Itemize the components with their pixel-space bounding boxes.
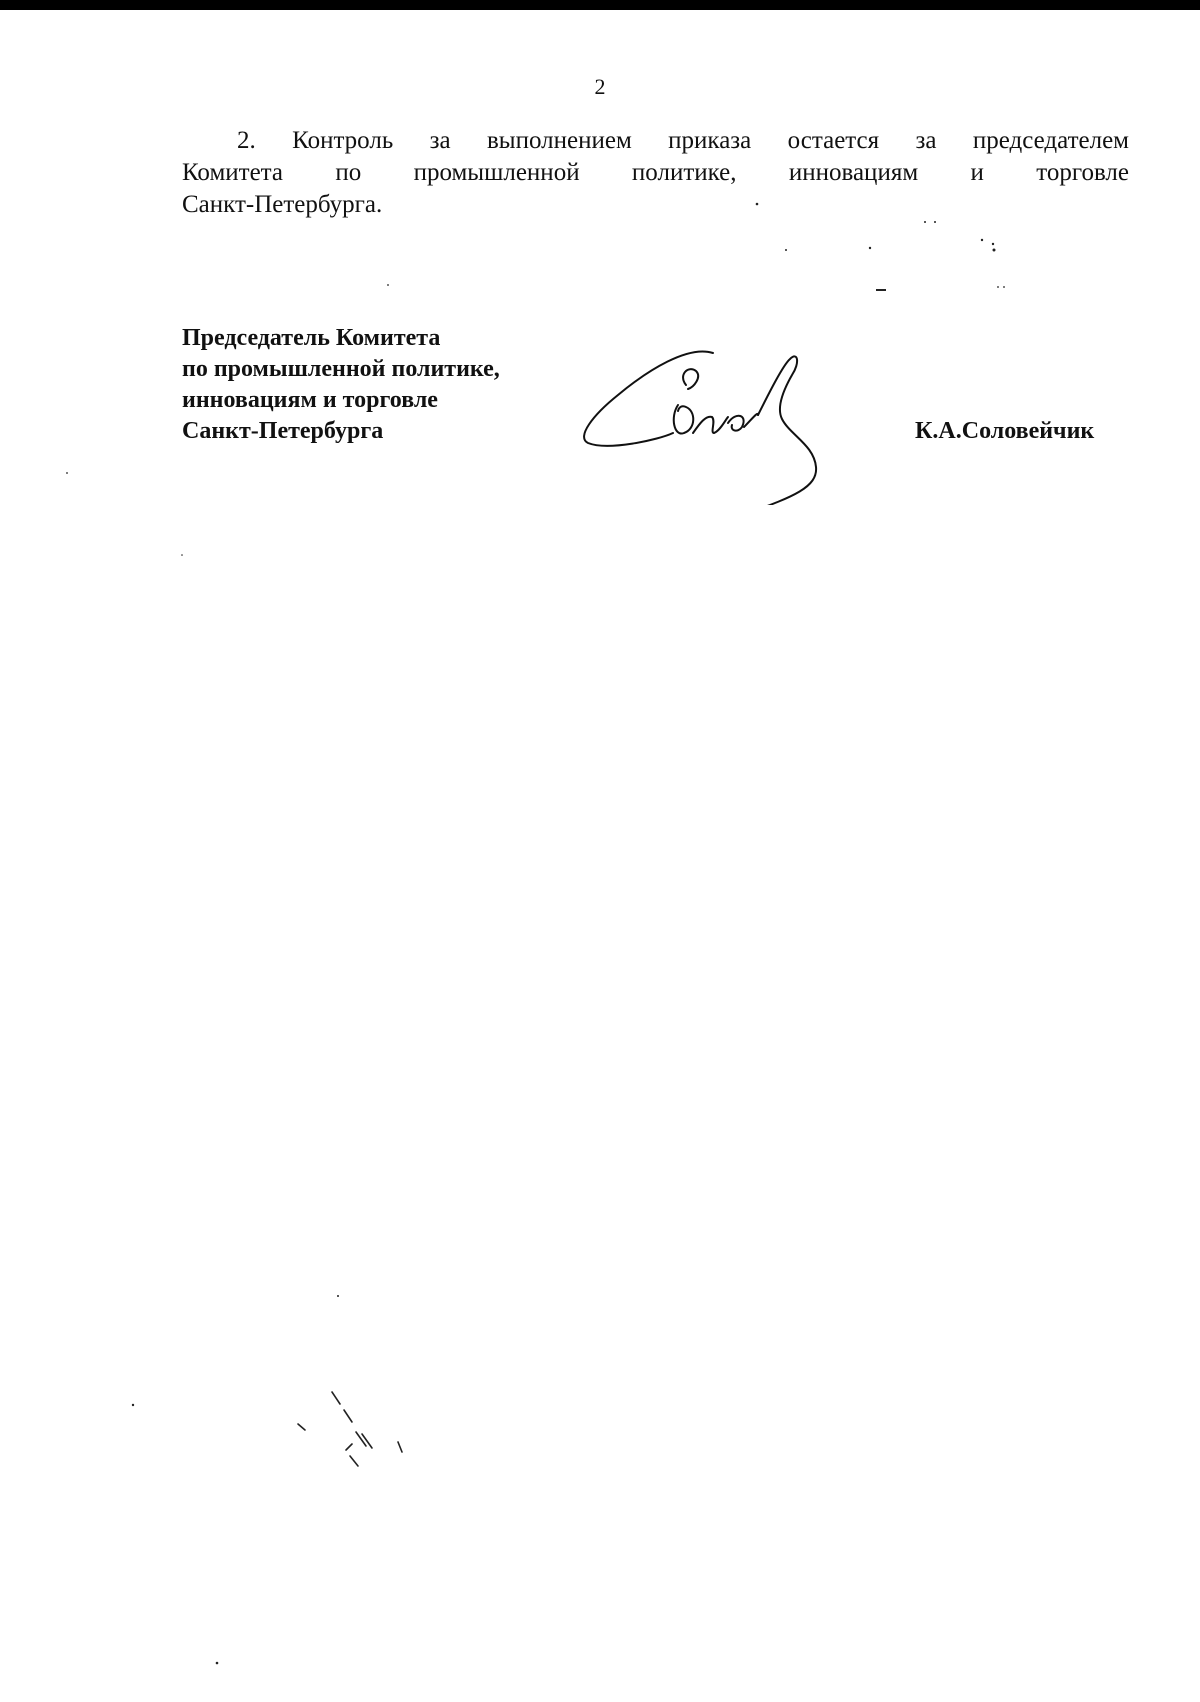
signatory-title-line-1: Председатель Комитета [182, 325, 441, 351]
page-number: 2 [594, 74, 606, 99]
signer-name: К.А.Соловейчик [915, 418, 1095, 444]
paragraph-line-1: 2. Контроль за выполнением приказа остается за председателем [237, 127, 1129, 154]
signatory-title-line-4: Санкт-Петербурга [182, 418, 384, 444]
body-paragraph [182, 125, 1129, 221]
signatory-title [182, 323, 500, 447]
signatory-title-line-2: по промышленной политике, [182, 356, 500, 382]
scan-top-edge [0, 0, 1200, 10]
handwritten-signature [578, 345, 868, 505]
paragraph-line-2: Комитета по промышленной политике, инновациям и торговле [182, 159, 1129, 186]
paragraph-line-3: Санкт-Петербурга. [182, 191, 383, 218]
signatory-title-line-3: инновациям и торговле [182, 387, 438, 413]
